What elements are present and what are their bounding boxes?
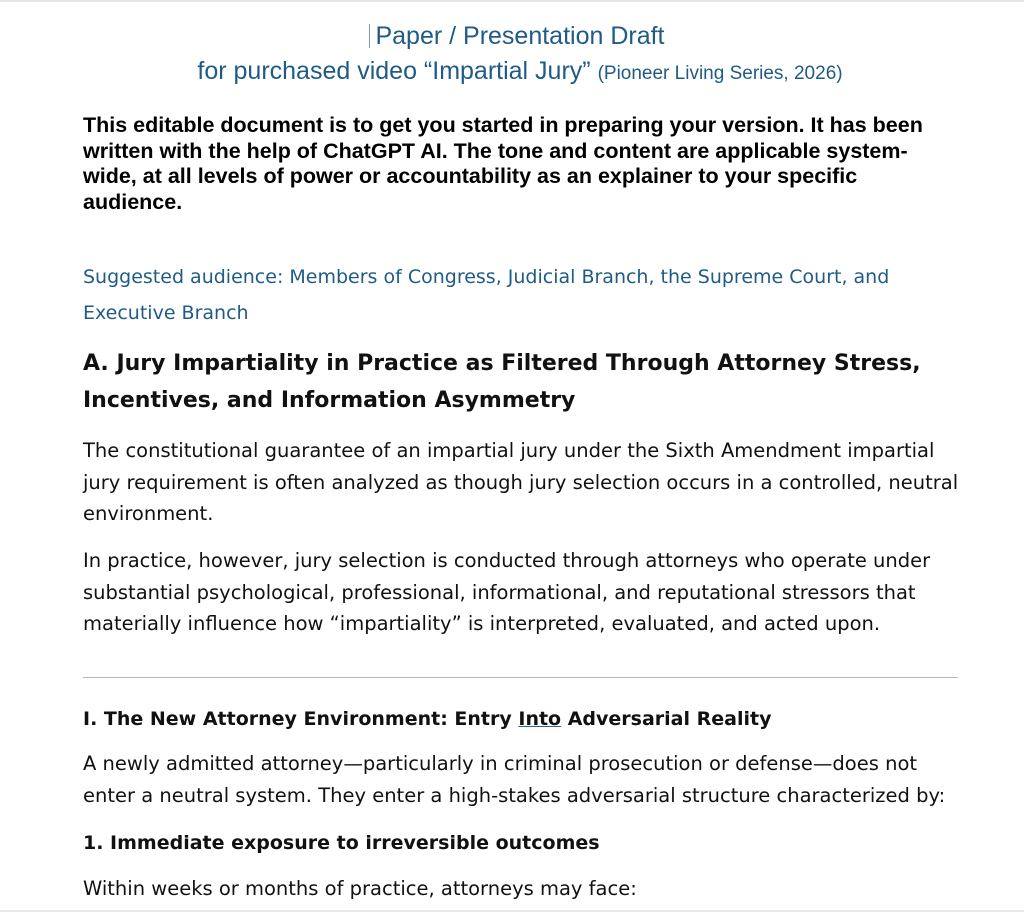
horizontal-divider [83, 677, 958, 678]
section-i-heading-start: I. The New Attorney Environment: Entry [83, 708, 519, 730]
document-subtitle [0, 55, 1024, 90]
subtitle-main: for purchased video “Impartial Jury” [197, 57, 591, 85]
subtitle-series: (Pioneer Living Series, 2026) [597, 63, 843, 84]
bottom-border [0, 910, 1024, 912]
section-a-paragraph-2: In practice, however, jury selection is conducted through attorneys who operate under substantial psychological, professional, informational, and reputational stressors that materially influence how “impartiality” is interpreted, evaluated, and acted upon. [83, 549, 931, 635]
section-a-heading: A. Jury Impartiality in Practice as Filtered Through Attorney Stress, Incentives, and Information Asymmetry [83, 351, 921, 413]
document-title: Paper / Presentation Draft [375, 22, 665, 50]
intro-paragraph: This editable document is to get you started in preparing your version. It has been written with the help of ChatGPT AI. The tone and content are applicable system-wide, at all levels of power or accountability as an explainer to your specific audience. [83, 113, 923, 214]
suggested-audience: Suggested audience: Members of Congress, Judicial Branch, the Supreme Court, and Executive Branch [83, 266, 890, 324]
section-i-paragraph: A newly admitted attorney—particularly in criminal prosecution or defense—does not enter a neutral system. They enter a high-stakes adversarial structure characterized by: [83, 752, 946, 807]
section-a-paragraph-1: The constitutional guarantee of an impartial jury under the Sixth Amendment impartial jury requirement is often analyzed as though jury selection occurs in a controlled, neutral environment. [83, 439, 959, 525]
subsection-1-heading: 1. Immediate exposure to irreversible outcomes [83, 832, 600, 854]
section-i-heading-end: Adversarial Reality [561, 708, 772, 730]
subsection-1-paragraph: Within weeks or months of practice, attorneys may face: [83, 877, 637, 900]
section-i-heading [83, 704, 943, 734]
section-i-heading-underlined: Into [518, 708, 562, 730]
